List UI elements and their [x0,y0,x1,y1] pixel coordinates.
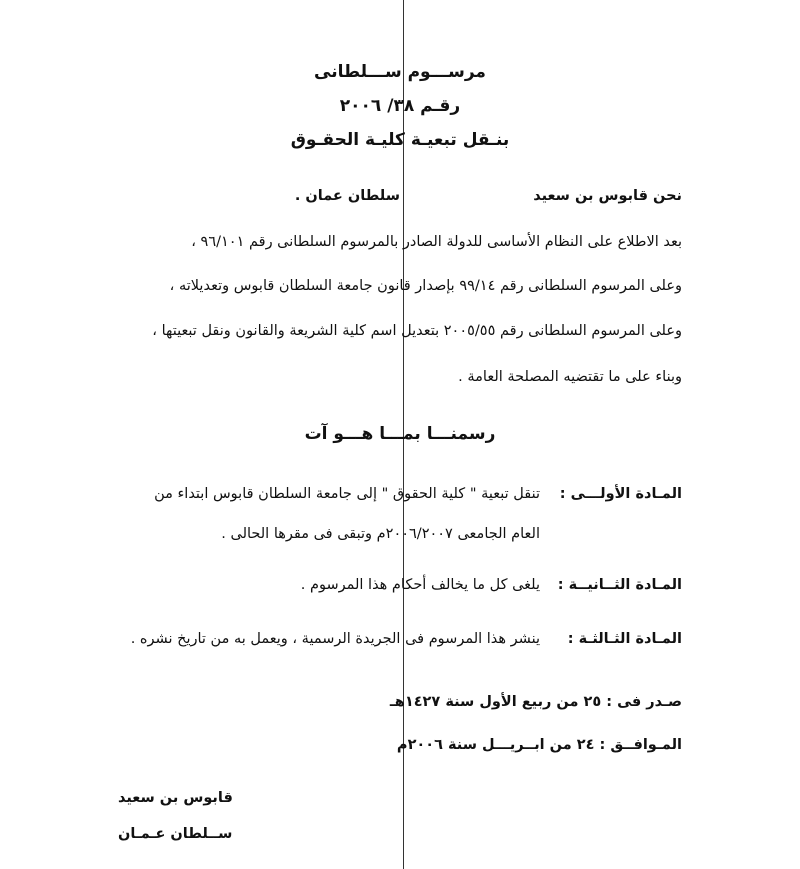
article-1-text-continued: العام الجامعى ٢٠٠٦/٢٠٠٧م وتبقى فى مقرها الحالى . [221,526,540,542]
issued-date: صـدر فى : ٢٥ من ربيع الأول سنة ١٤٢٧هـ [389,694,682,710]
article-1-text: تنقل تبعية " كلية الحقوق " إلى جامعة السلطان قابوس ابتداء من [154,486,540,502]
intro-we: نحن قابوس بن سعيد [533,188,682,204]
decree-number: رقـم ٣٨/ ٢٠٠٦ [339,96,461,116]
preamble-line-1: بعد الاطلاع على النظام الأساسى للدولة الصادر بالمرسوم السلطانى رقم ٩٦/١٠١ ، [191,234,682,250]
decree-heading: رسمنـــا بمـــا هـــو آت [304,424,496,444]
corresponding-date: المـوافــق : ٢٤ من ابــريـــل سنة ٢٠٠٦م [396,737,682,753]
article-3-text: ينشر هذا المرسوم فى الجريدة الرسمية ، ويعمل به من تاريخ نشره . [130,631,540,647]
signature-name: قابوس بن سعيد [118,790,233,806]
decree-title: مرســـوم ســـلطانى [314,62,486,82]
article-3-label: المـادة الثـالثـة : [567,631,682,647]
signature-title: ســلطان عـمـان [118,826,233,842]
preamble-line-3: وعلى المرسوم السلطانى رقم ٢٠٠٥/٥٥ بتعديل اسم كلية الشريعة والقانون ونقل تبعيتها ، [152,323,682,339]
article-2-label: المـادة الثــانيــة : [557,577,682,593]
preamble-line-4: وبناء على ما تقتضيه المصلحة العامة . [458,369,682,385]
article-2-text: يلغى كل ما يخالف أحكام هذا المرسوم . [300,577,540,593]
intro-sultan: سلطان عمان . [294,188,400,204]
preamble-line-2: وعلى المرسوم السلطانى رقم ٩٩/١٤ بإصدار قانون جامعة السلطان قابوس وتعديلاته ، [169,278,682,294]
article-1-label: المـادة الأولـــى : [559,486,682,502]
decree-subject: بنـقل تبعيـة كليـة الحقـوق [290,130,510,150]
